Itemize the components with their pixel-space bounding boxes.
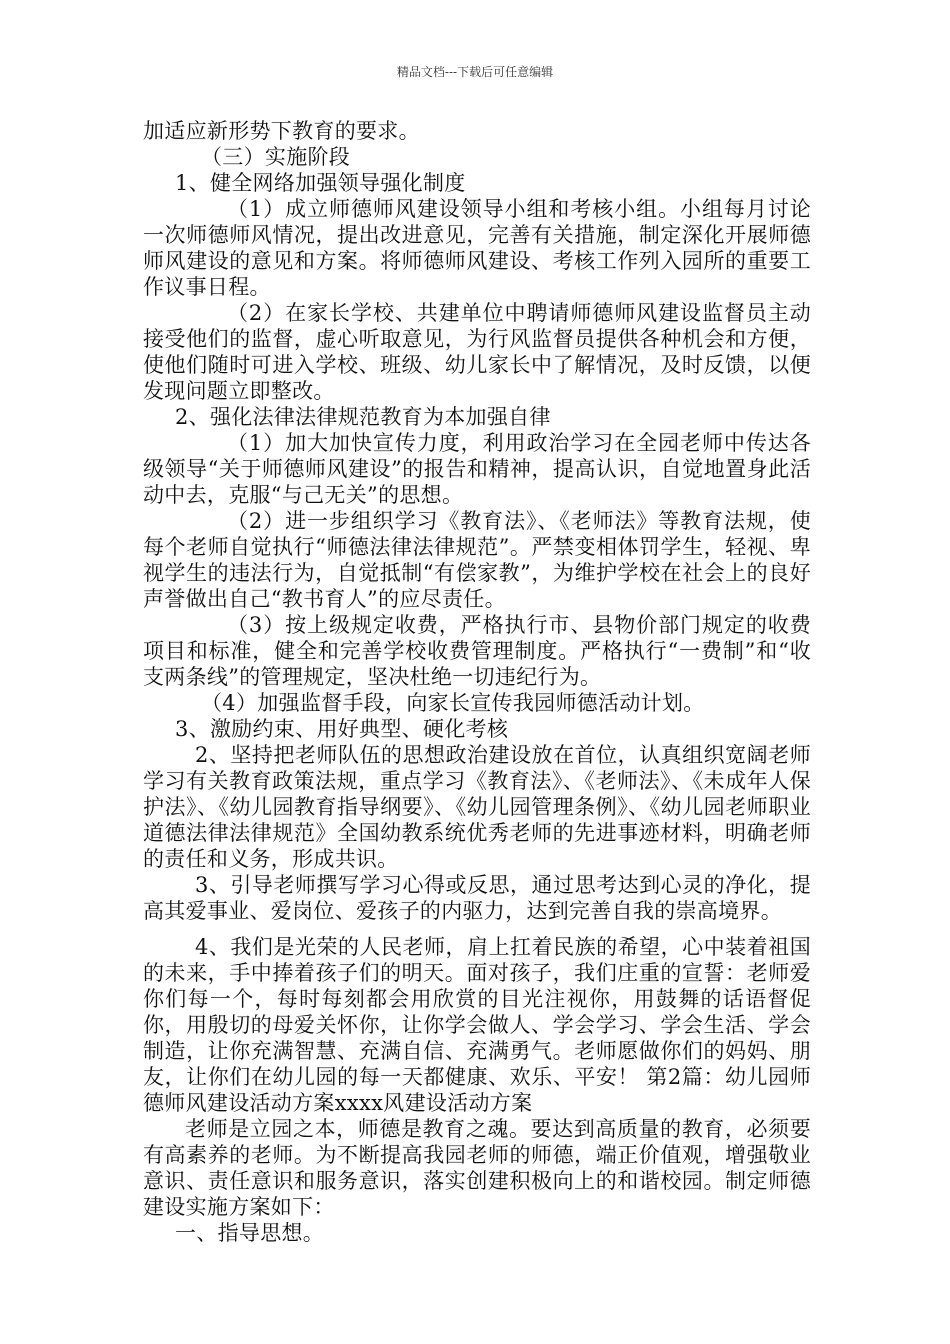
paragraph-1-2: （2）在家长学校、共建单位中聘请师德师风建设监督员主动接受他们的监督，虚心听取意见，为行风监督员提供各种机会和方便，使他们随时可进入学校、班级、幼儿家长中了解情况，及时反馈，以便发现问题立即整改。: [143, 301, 811, 403]
paragraph-2-4: （4）加强监督手段，向家长宣传我园师德活动计划。: [201, 691, 705, 715]
subheading-3: 3、激励约束、用好典型、硬化考核: [175, 717, 509, 741]
section-heading-implementation: （三）实施阶段: [201, 145, 351, 169]
document-body: [143, 118, 811, 1246]
paragraph-3-4: 4、我们是光荣的人民老师，肩上扛着民族的希望，心中装着祖国的未来，手中捧着孩子们的明天。面对孩子，我们庄重的宣誓：老师爱你们每一个，每时每刻都会用欣赏的目光注视你，用鼓舞的话语督促你，用殷切的母爱关怀你，让你学会做人、学会学习、学会生活、学会制造，让你充满智慧、充满自信、充满勇气。老师愿做你们的妈妈、朋友，让你们在幼儿园的每一天都健康、欢乐、平安！ 第2篇：幼儿园师德师风建设活动方案xxxx风建设活动方案: [143, 935, 811, 1115]
paragraph-2-1: （1）加大加快宣传力度，利用政治学习在全园老师中传达各级领导“关于师德师风建设”的报告和精神，提高认识，自觉地置身此活动中去，克服“与己无关”的思想。: [143, 431, 811, 507]
paragraph-continuation: 加适应新形势下教育的要求。: [143, 119, 420, 143]
paragraph-3-2: 2、坚持把老师队伍的思想政治建设放在首位，认真组织宽阔老师学习有关教育政策法规，重点学习《教育法》、《老师法》、《未成年人保护法》、《幼儿园教育指导纲要》、《幼儿园管理条例》、《幼儿园老师职业道德法律法律规范》全国幼教系统优秀老师的先进事迹材料，明确老师的责任和义务，形成共识。: [143, 743, 811, 871]
subheading-2: 2、强化法律法律规范教育为本加强自律: [175, 405, 551, 429]
paragraph-3-3: 3、引导老师撰写学习心得或反思，通过思考达到心灵的净化，提高其爱事业、爱岗位、爱孩子的内驱力，达到完善自我的崇高境界。: [143, 873, 811, 923]
subheading-1: 1、健全网络加强领导强化制度: [175, 171, 466, 195]
paragraph-second-plan-intro: 老师是立园之本，师德是教育之魂。要达到高质量的教育，必须要有高素养的老师。为不断提高我园老师的师德，端正价值观，增强敬业意识、责任意识和服务意识，落实创建积极向上的和谐校园。制定师德建设实施方案如下：: [143, 1117, 811, 1219]
paragraph-2-3: （3）按上级规定收费，严格执行市、县物价部门规定的收费项目和标准，健全和完善学校收费管理制度。严格执行“一费制”和“收支两条线”的管理规定，坚决杜绝一切违纪行为。: [143, 613, 811, 689]
paragraph-2-2: （2）进一步组织学习《教育法》、《老师法》等教育法规，使每个老师自觉执行“师德法律法律规范”。严禁变相体罚学生，轻视、卑视学生的违法行为，自觉抵制“有偿家教”，为维护学校在社会上的良好声誉做出自己“教书育人”的应尽责任。: [143, 509, 811, 611]
page-header: 精品文档---下载后可任意编辑: [396, 65, 554, 79]
heading-guiding-thought: 一、指导思想。: [175, 1221, 325, 1245]
paragraph-1-1: （1）成立师德师风建设领导小组和考核小组。小组每月讨论一次师德师风情况，提出改进意见，完善有关措施，制定深化开展师德师风建设的意见和方案。将师德师风建设、考核工作列入园所的重要工作议事日程。: [143, 197, 811, 299]
